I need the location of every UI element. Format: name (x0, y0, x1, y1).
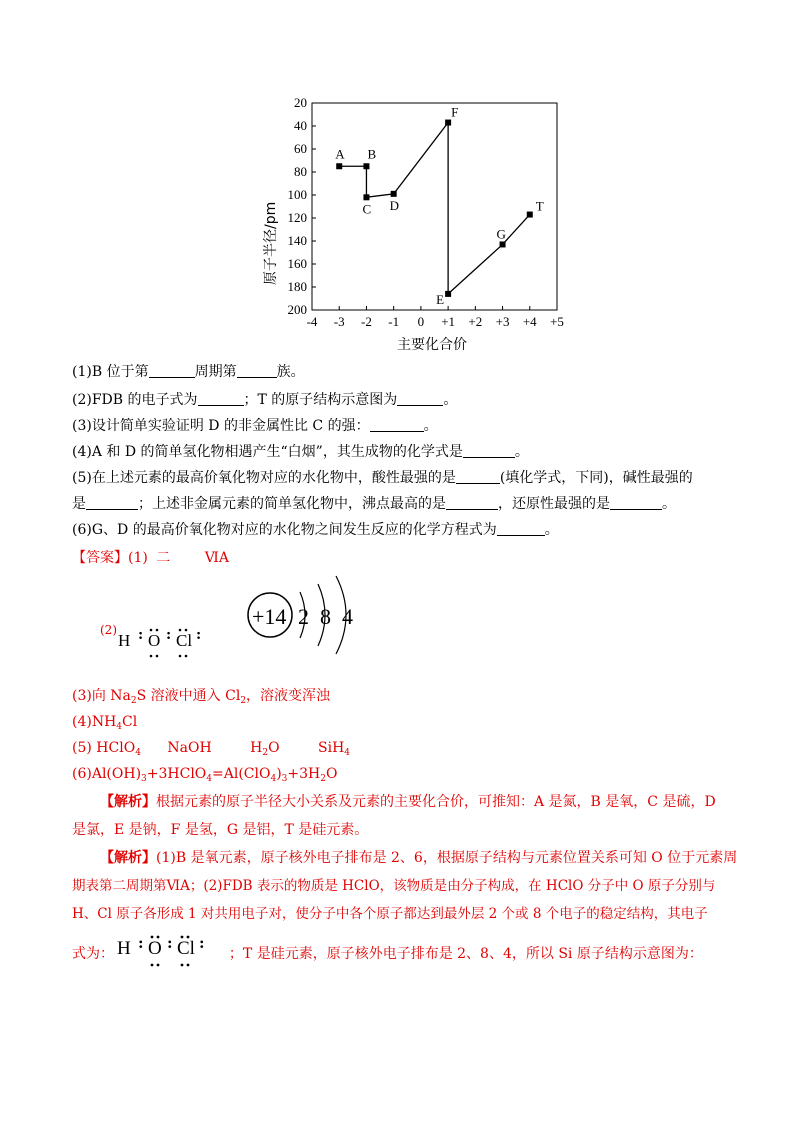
q2-text-b: ；T 的原子结构示意图为 (243, 392, 398, 408)
lewis2-dots-ho: : (138, 934, 144, 952)
series-line (335, 105, 544, 307)
question-5-line-1 (72, 468, 730, 488)
q1-blank-period (149, 363, 195, 378)
x-tick-label: +1 (441, 314, 456, 329)
shell-electrons-3: 4 (342, 604, 353, 629)
a5-item-2: NaOH (167, 740, 212, 756)
analysis-2-line-2: 期表第二周期第ⅥA；(2)FDB 表示的物质是 HClO，该物质是由分子构成，在 HClO 分子中 O 原子分别与 (72, 878, 716, 894)
q5-blank-bp (446, 495, 498, 510)
y-tick-label: 100 (287, 187, 307, 202)
q5-blank-acid (456, 469, 500, 484)
shell-electrons-2: 8 (320, 604, 331, 629)
a5-3b: O (268, 740, 280, 756)
point-label-T: T (535, 198, 544, 214)
q5-blank-reducing (610, 495, 662, 510)
a6-b: +3HClO (146, 766, 207, 782)
a3-a: (3)向 Na (72, 688, 131, 704)
a6-e: +3H (287, 766, 321, 782)
analysis-2-line-3: H、Cl 原子各形成 1 对共用电子对，使分子中各个原子都达到最外层 2 个或 8 个电子的稳定结构，其电子 (72, 906, 708, 922)
point-label-F: F (451, 104, 459, 120)
answer-5 (72, 738, 730, 758)
lewis2-o: O (148, 938, 162, 959)
a6-s1: 3 (141, 774, 147, 784)
x-tick-label: -2 (361, 314, 372, 329)
question-6 (72, 520, 730, 540)
q5-text-d: ；上述非金属元素的简单氢化物中，沸点最高的是 (138, 496, 446, 512)
q2-text-a: (2)FDB 的电子式为 (72, 392, 198, 408)
point-A (336, 163, 342, 169)
a4-sub: 4 (116, 722, 123, 732)
a6-c: =Al(ClO (212, 766, 271, 782)
q4-text-b: 。 (514, 444, 529, 460)
a6-d: ) (276, 766, 282, 782)
q5-text-a: (5)在上述元素的最高价氧化物对应的水化物中，酸性最强的是 (72, 470, 456, 486)
question-5-line-2 (72, 494, 730, 514)
point-G (500, 241, 506, 247)
a3-sub2: 2 (240, 696, 247, 706)
q6-text-a: (6)G、D 的最高价氧化物对应的水化物之间发生反应的化学方程式为 (72, 522, 497, 538)
point-D (391, 191, 397, 197)
analysis-1-line-1 (100, 792, 730, 812)
x-axis-label: 主要化合价 (397, 337, 467, 353)
x-tick-label: -4 (306, 314, 318, 329)
y-tick-label: 20 (294, 95, 307, 110)
q1-blank-group (237, 363, 277, 378)
p2-line4b: ；T 是硅元素，原子核外电子排布是 2、8、4，所以 Si 原子结构示意图为： (228, 946, 703, 962)
chart-svg (255, 95, 575, 355)
lewis-structure-analysis (117, 934, 217, 968)
question-3 (72, 416, 730, 436)
a5-1a: HClO (96, 740, 136, 756)
answer-tag: 【答案】 (72, 550, 128, 566)
a1-period: 二 (156, 550, 171, 566)
y-tick-label: 180 (287, 279, 307, 294)
a1-group: ⅥA (204, 550, 229, 566)
a6-s3: 4 (270, 774, 277, 784)
lewis2-dots-cl-right: : (199, 934, 205, 952)
y-tick-label: 60 (294, 141, 307, 156)
analysis-tag-2: 【解析】 (100, 850, 156, 866)
a5-1sub: 4 (135, 748, 141, 758)
q1-text-c: 族。 (276, 364, 305, 380)
lewis2-cl: Cl (177, 938, 195, 959)
lewis-structure-answer (118, 627, 218, 661)
y-tick-label: 160 (287, 256, 307, 271)
y-tick-label: 120 (287, 210, 307, 225)
point-F (445, 120, 451, 126)
y-tick-label: 80 (294, 164, 307, 179)
x-tick-label: -3 (333, 314, 345, 329)
lewis-cl: Cl (176, 631, 193, 650)
q1-text-b: 周期第 (194, 364, 237, 380)
a1-num: (1) (128, 550, 148, 566)
atomic-radius-chart (255, 95, 575, 355)
q4-blank (463, 443, 515, 458)
answer-3 (72, 686, 730, 706)
q5-text-e: ，还原性最强的是 (498, 496, 610, 512)
lewis-h: H (118, 631, 131, 650)
lewis-dots-ocl: : (166, 627, 172, 643)
point-label-B: B (367, 146, 377, 162)
answer-1 (72, 548, 730, 568)
a5-3sub: 2 (262, 748, 269, 758)
q6-blank (497, 521, 545, 536)
x-tick-label: -1 (388, 314, 400, 329)
shell-electrons-1: 2 (298, 604, 309, 629)
lewis-dots-ho: : (138, 627, 144, 643)
answer-6 (72, 764, 730, 784)
lewis2-h: H (117, 938, 131, 959)
a5-4a: SiH (318, 740, 345, 756)
lewis2-dot-pairs (117, 934, 217, 970)
question-1 (72, 362, 730, 382)
point-label-C: C (362, 201, 372, 217)
q6-text-b: 。 (544, 522, 559, 538)
p2-line4a: 式为： (72, 946, 114, 962)
a6-a: (6)Al(OH) (72, 766, 142, 782)
analysis-tag-1: 【解析】 (100, 794, 156, 810)
y-axis-label: 原子半径/pm (263, 201, 279, 285)
x-tick-label: +2 (468, 314, 483, 329)
a3-b: S 溶液中通入 Cl (136, 688, 241, 704)
y-tick-label: 40 (294, 118, 307, 133)
x-axis (307, 306, 564, 329)
a6-s4: 3 (281, 774, 288, 784)
point-label-E: E (436, 291, 445, 307)
point-label-A: A (335, 146, 345, 162)
q5-blank-base (86, 495, 138, 510)
q3-text-a: (3)设计简单实验证明 D 的非金属性比 C 的强： (72, 418, 370, 434)
point-C (363, 194, 369, 200)
a3-c: ，溶液变浑浊 (246, 688, 331, 704)
q5-text-c: 是 (72, 496, 86, 512)
analysis-2-line-1 (100, 848, 738, 868)
lewis-dots-cl-right: : (196, 627, 202, 643)
si-atom-structure-diagram (240, 570, 380, 660)
q1-text-a: (1)B 位于第 (72, 364, 149, 380)
point-label-D: D (389, 197, 400, 213)
y-tick-label: 200 (287, 302, 307, 317)
q3-text-b: 。 (423, 418, 438, 434)
q2-blank-1 (198, 391, 244, 406)
a4-a: (4)NH (72, 714, 117, 730)
a5-4sub: 4 (344, 748, 351, 758)
q2-text-c: 。 (443, 392, 458, 408)
point-label-G: G (496, 226, 506, 242)
q3-blank (370, 417, 424, 432)
x-tick-label: +3 (495, 314, 510, 329)
a2-num: (2) (100, 623, 117, 637)
a4-b: Cl (122, 714, 138, 730)
a5-3a: H (250, 740, 263, 756)
a6-s2: 4 (206, 774, 213, 784)
x-tick-label: +5 (550, 314, 564, 329)
a5-item-3 (250, 740, 279, 756)
point-T (527, 212, 533, 218)
question-2 (72, 390, 730, 410)
lewis2-dots-ocl: : (167, 934, 173, 952)
x-tick-label: +4 (522, 314, 537, 329)
p2-line1: (1)B 是氧元素，原子核外电子排布是 2、6，根据原子结构与元素位置关系可知 O 位于元素周 (156, 850, 738, 866)
a5-num: (5) (72, 740, 92, 756)
analysis-1-line-2: 是氯，E 是钠，F 是氢，G 是铝，T 是硅元素。 (72, 822, 369, 838)
y-tick-label: 140 (287, 233, 307, 248)
answer-4 (72, 712, 730, 732)
lewis-dot-pairs (118, 627, 218, 661)
plot-frame (312, 103, 557, 310)
a3-sub1: 2 (130, 696, 137, 706)
q2-blank-2 (397, 391, 443, 406)
a5-item-4 (318, 740, 350, 756)
q5-text-b: (填化学式，下同)，碱性最强的 (499, 470, 693, 486)
q4-text-a: (4)A 和 D 的简单氢化物相遇产生“白烟”，其生成物的化学式是 (72, 444, 463, 460)
a5-item-1 (96, 740, 141, 756)
a6-s5: 2 (320, 774, 326, 784)
q5-text-f: 。 (662, 496, 676, 512)
a6-f: O (326, 766, 338, 782)
point-E (445, 291, 451, 297)
point-B (363, 163, 369, 169)
p1-line1: 根据元素的原子半径大小关系及元素的主要化合价，可推知：A 是氮，B 是氧，C 是硫，D (156, 794, 716, 810)
x-tick-label: 0 (417, 314, 425, 329)
lewis-o: O (148, 631, 161, 650)
question-4 (72, 442, 730, 462)
nucleus-charge: +14 (252, 604, 287, 629)
